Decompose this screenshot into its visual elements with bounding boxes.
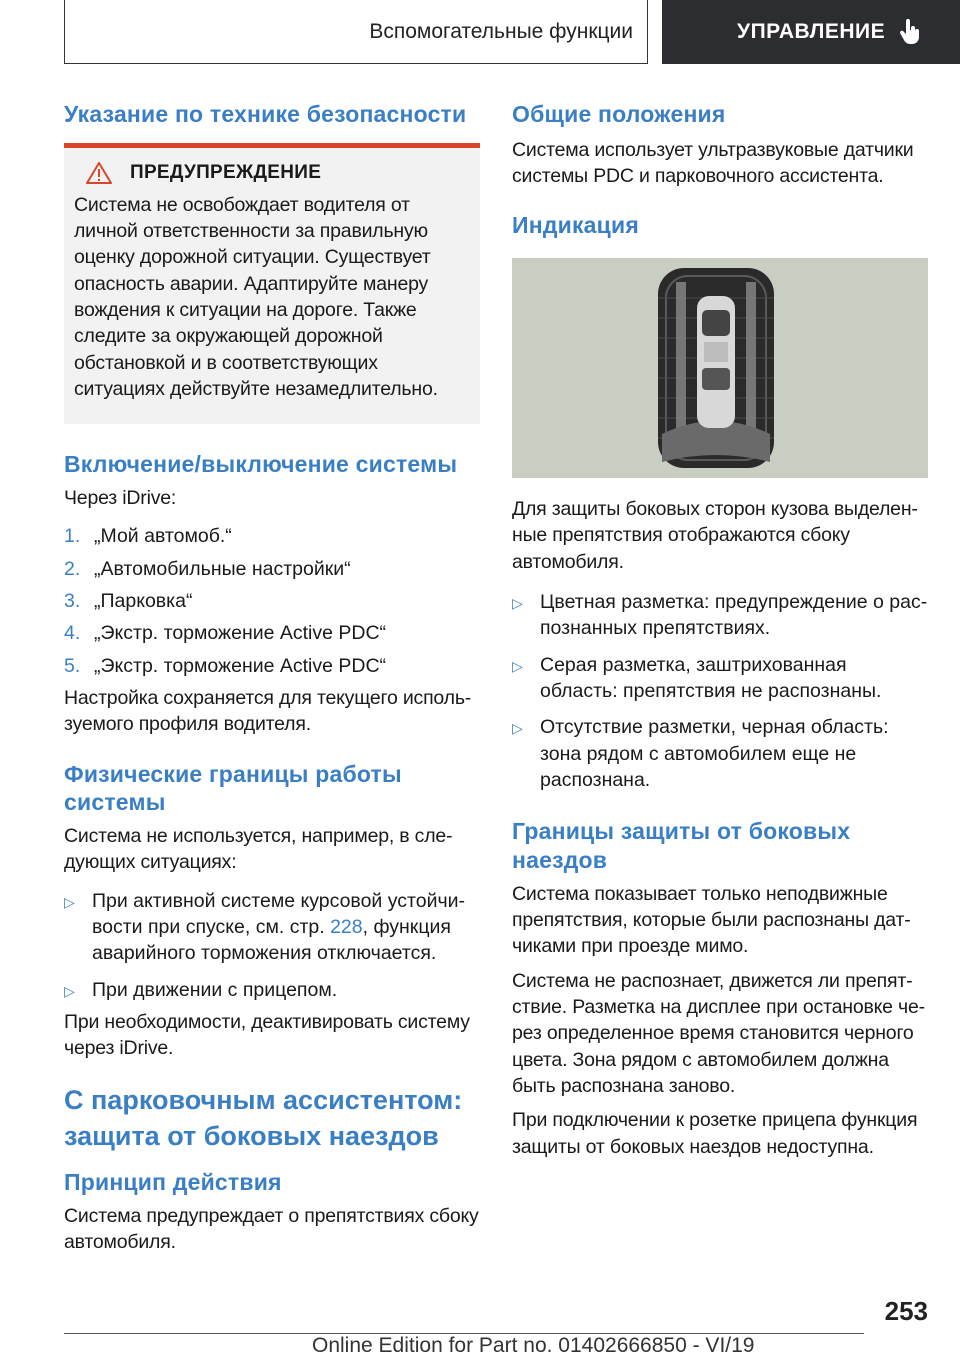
general-text: Система использует ультразвуковые датчики системы PDC и парковочного ассистента. [512,138,914,188]
warning-triangle-icon [86,162,112,184]
limits-intro: Система не используется, например, в следующих ситуациях: [64,825,453,874]
onoff-intro: Через iDrive: [64,487,177,509]
bullet-triangle-icon: ▷ [512,595,523,612]
steps-list [64,523,480,679]
general-heading: Общие положения [512,101,726,127]
right-column [512,100,928,1160]
list-item: 4. „Экстр. торможение Active PDC“ [64,622,387,645]
main-heading: С парковочным ассистентом: защита от боковых наездов [64,1084,463,1151]
page-number: 253 [884,1296,928,1326]
onoff-heading: Включение/выключение системы [64,451,458,478]
indication-text: Для защиты боковых сторон кузова выделенные препятствия отображаются сбоку автомобиля. [512,498,918,573]
list-item: ▷ Цветная разметка: предупреждение о распознанных препятствиях. [512,589,928,642]
bullet-triangle-icon: ▷ [512,720,523,737]
hand-pointer-icon [899,19,921,45]
page-header [0,0,960,66]
edition-footer: Online Edition for Part no. 01402666850 - VI/19 [312,1334,755,1357]
limits-note: При необходимости, деактивировать систему через iDrive. [64,1010,470,1060]
list-item: 3. „Парковка“ [64,589,193,612]
warning-box [64,148,480,425]
boundaries-p1: Система показывает только неподвижные препятствия, которые были распознаны датчиками при проезде мимо. [512,882,911,958]
page-link[interactable]: 228 [330,915,363,938]
safety-heading: Указание по технике безопасности [64,101,467,127]
chapter-tab [662,0,960,64]
warning-text: Система не освобождает водителя от личной ответственности за правильную оценку дорожной ситуации. Существует опасность аварии. Адаптируйте манеру вождения к ситуации на дороге. Также следите за окружающей дорожной обстановкой и в соответствующих ситуациях действуйте незамедлительно. [74,193,438,400]
limits-heading: Физические границы работы системы [64,760,402,816]
principle-heading: Принцип действия [64,1169,282,1196]
warning-title: ПРЕДУПРЕЖДЕНИЕ [130,161,322,183]
section-title: Вспомогательные функции [64,0,648,64]
bullet-triangle-icon: ▷ [64,893,75,910]
indication-list [512,589,928,793]
list-item: 1. „Мой автомоб.“ [64,525,232,548]
indication-heading: Индикация [512,212,639,239]
list-item: ▷ Отсутствие разметки, черная область: зона рядом с автомобилем еще не распознана. [512,714,928,793]
bullet-triangle-icon: ▷ [64,982,75,999]
principle-text: Система предупреждает о препятствиях сбоку автомобиля. [64,1205,479,1254]
list-item: ▷ Серая разметка, заштрихованная область: препятствия не распознаны. [512,652,928,705]
onoff-note: Настройка сохраняется для текущего используемого профиля водителя. [64,686,472,736]
boundaries-p2: Система не распознает, движется ли препятствие. Разметка на дисплее при остановке через определенное время становится черного цвета. Зона рядом с автомобилем должна быть распознана заново. [512,969,926,1097]
chapter-title: УПРАВЛЕНИЕ [737,20,886,43]
list-item: ▷ При активной системе курсовой устойчивости при спуске, см. стр. 228, функция аварийного торможения отключается. [64,888,480,967]
bullet-triangle-icon: ▷ [512,657,523,674]
boundaries-p3: При подключении к розетке прицепа функция защиты от боковых наездов недоступна. [512,1109,918,1158]
left-column [64,100,480,1256]
car-top-view-illustration [512,258,928,478]
list-item: 2. „Автомобильные настройки“ [64,557,351,580]
boundaries-heading: Границы защиты от боковых наездов [512,818,851,873]
list-item: 5. „Экстр. торможение Active PDC“ [64,654,387,677]
pdc-display-image [512,258,928,478]
warning-title-row [74,162,470,184]
list-item: ▷ При движении с прицепом. [64,977,480,1003]
limits-list [64,888,480,1003]
